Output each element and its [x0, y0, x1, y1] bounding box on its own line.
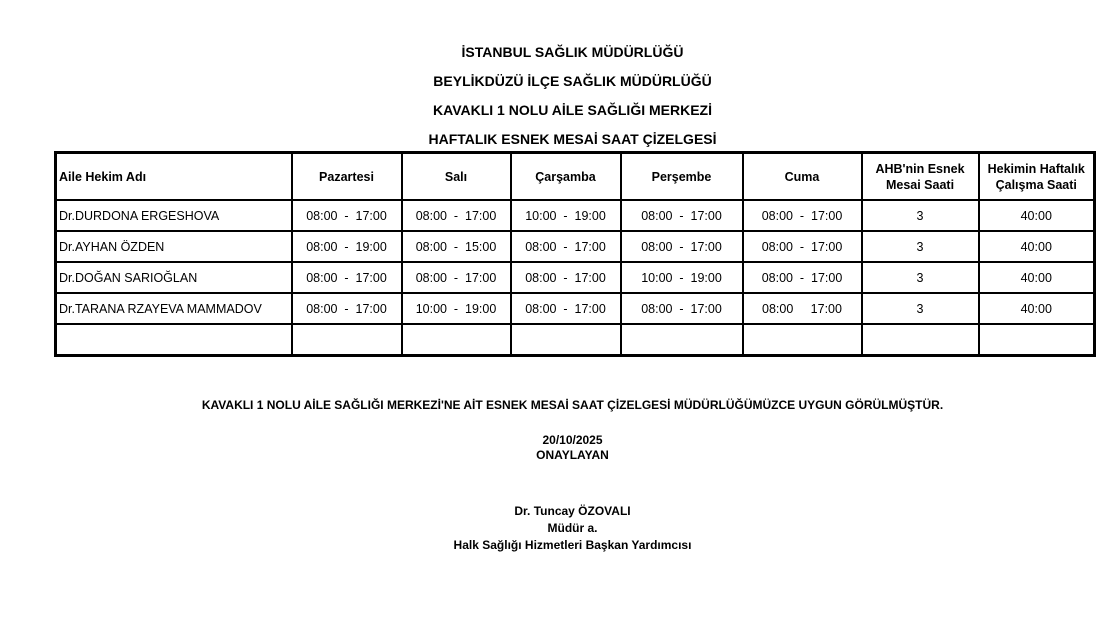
column-header-monday: Pazartesi	[292, 153, 402, 201]
hours-cell: 08:00 17:00	[743, 293, 862, 324]
header-line-district: BEYLİKDÜZÜ İLÇE SAĞLIK MÜDÜRLÜĞÜ	[433, 73, 712, 89]
hours-cell: 08:00 - 17:00	[511, 231, 621, 262]
table-row-empty	[56, 324, 1095, 356]
hours-cell: 10:00 - 19:00	[511, 200, 621, 231]
hours-cell: 08:00 - 19:00	[292, 231, 402, 262]
table-row	[56, 231, 1095, 262]
hours-cell: 08:00 - 17:00	[743, 262, 862, 293]
weekly-hours-cell: 40:00	[979, 262, 1095, 293]
hours-cell: 08:00 - 17:00	[621, 231, 743, 262]
signatory-name: Dr. Tuncay ÖZOVALI	[514, 504, 631, 518]
column-header-doctor-name: Aile Hekim Adı	[56, 153, 292, 201]
weekly-hours-cell: 40:00	[979, 231, 1095, 262]
column-header-tuesday: Salı	[402, 153, 511, 201]
header-line-province: İSTANBUL SAĞLIK MÜDÜRLÜĞÜ	[461, 44, 684, 60]
table-header-row	[56, 153, 1095, 201]
hours-cell: 08:00 - 17:00	[743, 231, 862, 262]
flex-hours-cell: 3	[862, 200, 979, 231]
signatory-position: Halk Sağlığı Hizmetleri Başkan Yardımcısı	[453, 538, 692, 552]
flex-hours-cell: 3	[862, 231, 979, 262]
column-header-friday: Cuma	[743, 153, 862, 201]
document-header	[0, 38, 1119, 154]
weekly-hours-cell	[979, 324, 1095, 356]
approval-date: 20/10/2025	[542, 433, 603, 447]
schedule-table	[54, 151, 1096, 357]
hours-cell	[292, 324, 402, 356]
table-row	[56, 262, 1095, 293]
hours-cell: 08:00 - 17:00	[292, 200, 402, 231]
table-row	[56, 200, 1095, 231]
hours-cell: 08:00 - 17:00	[511, 262, 621, 293]
approval-statement: KAVAKLI 1 NOLU AİLE SAĞLIĞI MERKEZİ'NE AİT ESNEK MESAİ SAAT ÇİZELGESİ MÜDÜRLÜĞÜMÜZCE UYGUN GÖRÜLMÜŞTÜR.	[201, 398, 944, 412]
doctor-name-cell: Dr.DOĞAN SARIOĞLAN	[56, 262, 292, 293]
doctor-name-cell	[56, 324, 292, 356]
hours-cell: 08:00 - 17:00	[292, 293, 402, 324]
approval-date-block	[0, 433, 1119, 463]
hours-cell: 08:00 - 17:00	[402, 262, 511, 293]
doctor-name-cell: Dr.DURDONA ERGESHOVA	[56, 200, 292, 231]
hours-cell: 08:00 - 15:00	[402, 231, 511, 262]
flex-hours-cell	[862, 324, 979, 356]
hours-cell	[402, 324, 511, 356]
column-header-thursday: Perşembe	[621, 153, 743, 201]
hours-cell: 08:00 - 17:00	[511, 293, 621, 324]
weekly-hours-cell: 40:00	[979, 293, 1095, 324]
hours-cell: 10:00 - 19:00	[402, 293, 511, 324]
header-line-title: HAFTALIK ESNEK MESAİ SAAT ÇİZELGESİ	[428, 131, 717, 147]
approver-label: ONAYLAYAN	[536, 448, 609, 462]
hours-cell: 08:00 - 17:00	[621, 200, 743, 231]
signature-block	[0, 503, 1119, 554]
hours-cell: 08:00 - 17:00	[621, 293, 743, 324]
hours-cell	[511, 324, 621, 356]
hours-cell: 10:00 - 19:00	[621, 262, 743, 293]
column-header-weekly-hours: Hekimin Haftalık Çalışma Saati	[979, 153, 1095, 201]
weekly-hours-cell: 40:00	[979, 200, 1095, 231]
table-row	[56, 293, 1095, 324]
hours-cell	[621, 324, 743, 356]
hours-cell	[743, 324, 862, 356]
flex-hours-cell: 3	[862, 262, 979, 293]
column-header-flex-hours: AHB'nin Esnek Mesai Saati	[862, 153, 979, 201]
doctor-name-cell: Dr.AYHAN ÖZDEN	[56, 231, 292, 262]
hours-cell: 08:00 - 17:00	[292, 262, 402, 293]
flex-hours-cell: 3	[862, 293, 979, 324]
header-line-center: KAVAKLI 1 NOLU AİLE SAĞLIĞI MERKEZİ	[433, 102, 712, 118]
doctor-name-cell: Dr.TARANA RZAYEVA MAMMADOV	[56, 293, 292, 324]
hours-cell: 08:00 - 17:00	[402, 200, 511, 231]
column-header-wednesday: Çarşamba	[511, 153, 621, 201]
signatory-title: Müdür a.	[547, 521, 598, 535]
hours-cell: 08:00 - 17:00	[743, 200, 862, 231]
